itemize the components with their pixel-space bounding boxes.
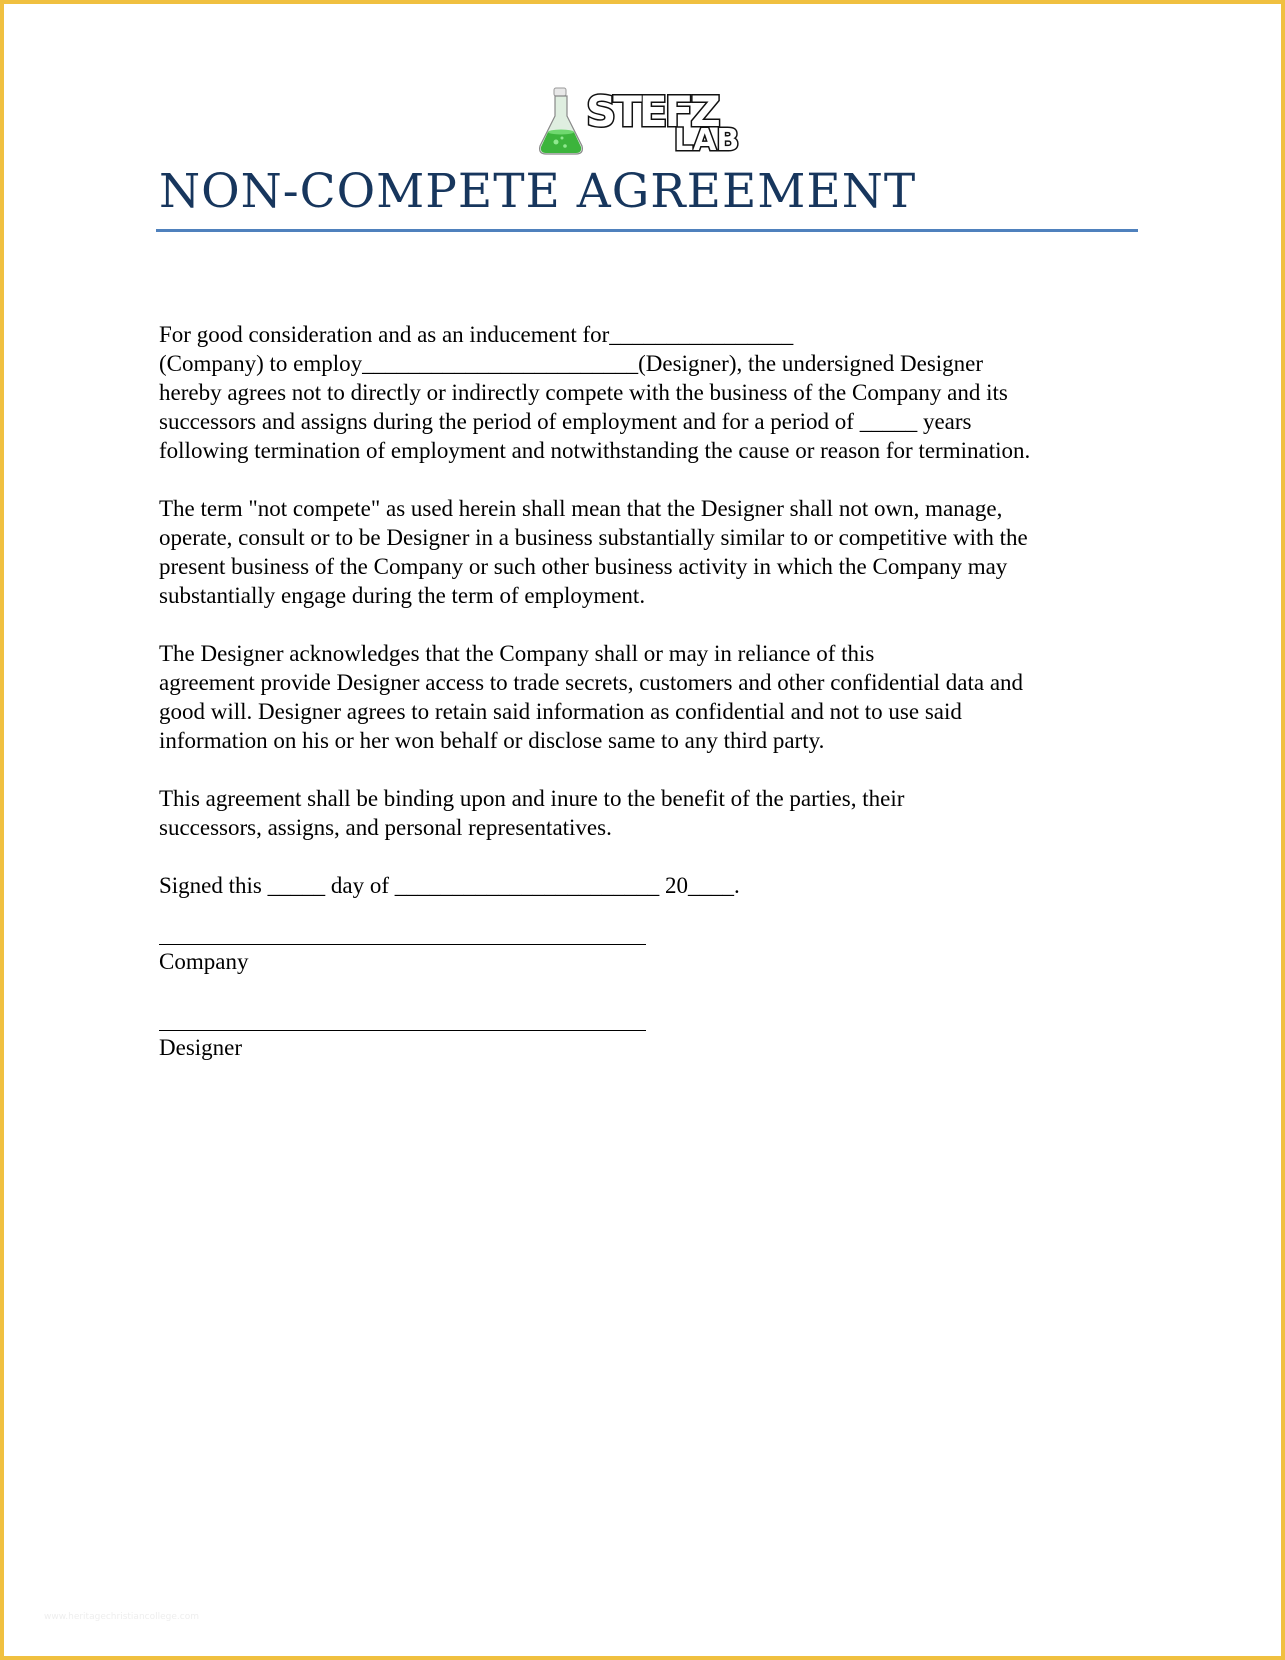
paragraph-not-compete-definition: The term "not compete" as used herein shall mean that the Designer shall not own, manage, operate, consult or to be Designer in a business substantially similar to or competitive with the present business of the Company or such other business activity in which the Company may substantially engage during the term of employment. [159,496,1028,608]
logo-subword: LAB [674,123,740,158]
paragraph-confidentiality: The Designer acknowledges that the Company shall or may in reliance of this agreement provide Designer access to trade secrets, customers and other confidential data and good will. Designer agrees to retain said information as confidential and not to use said information on his or her won behalf or disclose same to any third party. [159,641,1024,753]
paragraph-signed-date: Signed this _____ day of _______________________ 20____. [159,873,740,898]
company-signature-block [159,918,679,976]
company-signature-label: Company [159,949,249,974]
paragraph-binding: This agreement shall be binding upon and inure to the benefit of the parties, their successors, assigns, and personal representatives. [159,786,905,840]
agreement-body [159,320,1119,929]
flask-icon [536,86,586,158]
stefzlab-logo [536,86,758,158]
designer-signature-label: Designer [159,1035,243,1060]
title-divider [156,229,1138,232]
designer-signature-block [159,1004,679,1062]
watermark-text: www.heritagechristiancollege.com [44,1612,199,1622]
document-title: NON-COMPETE AGREEMENT [159,164,917,219]
designer-signature-line [159,1030,646,1031]
company-signature-line [159,944,646,945]
paragraph-consideration: For good consideration and as an inducement for________________ (Company) to employ________________________(Designer), the undersigned Designer hereby agrees not to directly or indirectly compete with the business of the Company and its successors and assigns during the period of employment and for a period of _____ years following termination of employment and notwithstanding the cause or reason for termination. [159,322,1031,463]
logo-wordmark: STEFZ [586,87,718,136]
